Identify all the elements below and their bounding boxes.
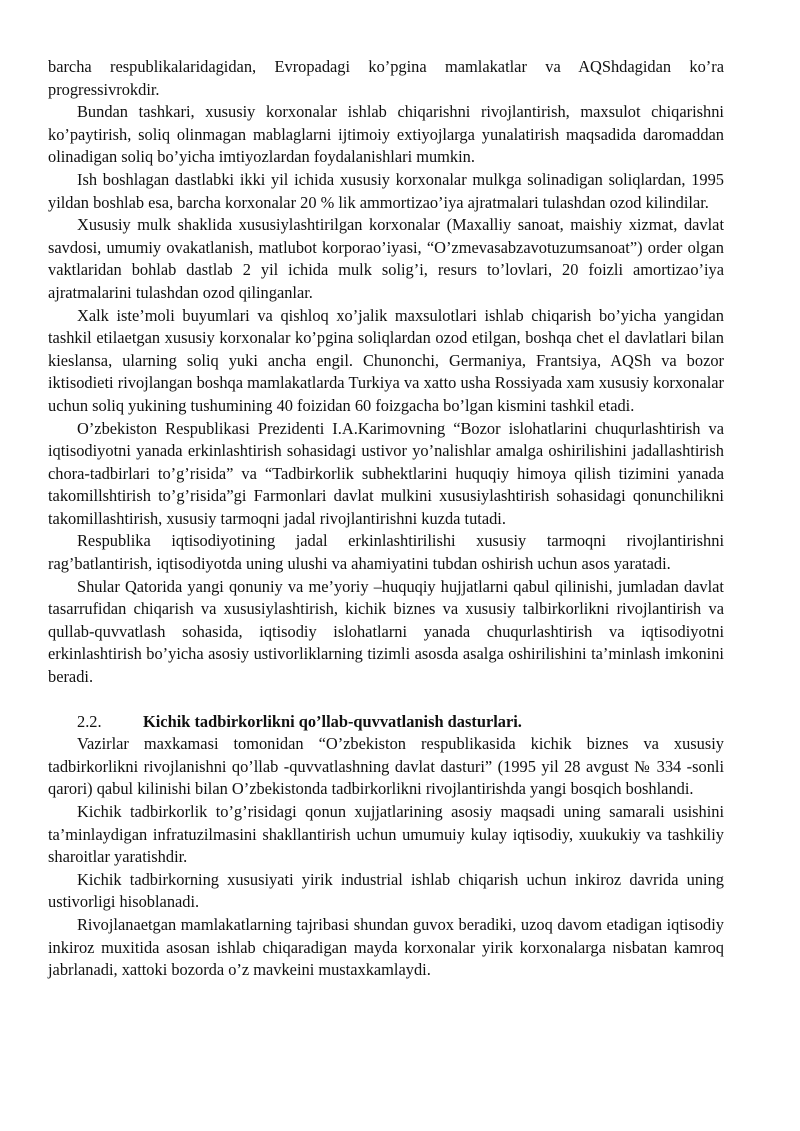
section-title: Kichik tadbirkorlikni qo’llab-quvvatlanish dasturlari. xyxy=(143,711,522,731)
paragraph: Xususiy mulk shaklida xususiylashtirilgan korxonalar (Maxalliy sanoat, maishiy xizmat, davlat savdosi, umumiy ovakatlanish, matlubot korporao’iyasi, “O’zmevasabzavotuzumsanoat”) order olgan vaktlaridan bohlab dastlab 2 yil ichida mulk solig’i, resurs to’lovlari, 20 foizli amortizao’iya ajratmalarini tulashdan ozod qilinganlar. xyxy=(48,215,724,302)
paragraph: Vazirlar maxkamasi tomonidan “O’zbekiston respublikasida kichik biznes va xususiy tadbirkorlikni rivojlanishni qo’llab -quvvatlashning davlat dasturi” (1995 yil 28 avgust № 334 -sonli qarori) qabul kilinishi bilan O’zbekistonda tadbirkorlikni rivojlantirishda yangi bosqich boshlandi. xyxy=(48,734,724,799)
paragraph: Bundan tashkari, xususiy korxonalar ishlab chiqarishni rivojlantirish, maxsulot chiqarishni ko’paytirish, soliq olinmagan mablaglarni ijtimoiy extiyojlarga yunalatirish maqsadida daromaddan olinadigan soliq bo’yicha imtiyozlardan foydalanishlari mumkin. xyxy=(48,102,724,167)
paragraph-continuation: barcha respublikalaridagidan, Evropadagi ko’pgina mamlakatlar va AQShdagidan ko’ra progressivrokdir. xyxy=(48,57,724,99)
paragraph: Xalk iste’moli buyumlari va qishloq xo’jalik maxsulotlari ishlab chiqarish bo’yicha yangidan tashkil etilaetgan xususiy korxonalar ko’pgina soliqlardan ozod etilgan, boshqa chet el davlatlari bilan kieslansa, ularning soliq yuki ancha engil. Chunonchi, Germaniya, Frantsiya, AQSh va bozor iktisodieti rivojlangan boshqa mamlakatlarda Turkiya va xatto usha Rossiyada xam xususiy korxonalar uchun soliq yukining tushumining 40 foizidan 60 foizgacha bo’lgan kismini tashkil etadi. xyxy=(48,305,724,415)
paragraph: Kichik tadbirkorning xususiyati yirik industrial ishlab chiqarish uchun inkiroz davrida uning ustivorligi hisoblanadi. xyxy=(48,869,724,912)
document-page xyxy=(48,56,724,982)
paragraph: Respublika iqtisodiyotining jadal erkinlashtirilishi xususiy tarmoqni rivojlantirishni rag’batlantirish, iqtisodiyotda uning ulushi va ahamiyatini tubdan oshirish uchun asos yaratadi. xyxy=(48,531,724,574)
paragraph: O’zbekiston Respublikasi Prezidenti I.A.Karimovning “Bozor islohatlarini chuqurlashtirish va iqtisodiyotni yanada erkinlashtirish sohasidagi ustivor yo’nalishlar amalga oshirilishini jadallashtirish chora-tadbirlari to’g’risida” va “Tadbirkorlik subhektlarini huquqiy himoya qilish tizimini yanada takomillshtirish to’g’risida”gi Farmonlari davlat mulkini xususiylashtirish sohasidagi qonunchilikni takomillashtirish, xususiy tarmoqni jadal rivojlantirishni kuzda tutadi. xyxy=(48,418,724,528)
section-number: 2.2. xyxy=(77,711,102,731)
paragraph: Shular Qatorida yangi qonuniy va me’yoriy –huquqiy hujjatlarni qabul qilinishi, jumladan davlat tasarrufidan chiqarish va xususiylashtirish, kichik biznes va xususiy talbirkorlikni rivojlantirish va qullab-quvvatlash sohasida, iqtisodiy islohatlarni yanada chuqurlashtirish va iqtisodiyotni erkinlashtirish bo’yicha asosiy ustivorliklarning tizimli asosda asalga oshirilishini ta’minlash imkonini beradi. xyxy=(48,576,724,687)
paragraph: Kichik tadbirkorlik to’g’risidagi qonun xujjatlarining asosiy maqsadi uning samarali usishini ta’minlaydigan infratuzilmasini shakllantirish uchun umumuiy kulay iqtisodiy, xuukukiy va tashkiliy sharoitlar yaratishdir. xyxy=(48,802,724,867)
paragraph: Rivojlanaetgan mamlakatlarning tajribasi shundan guvox beradiki, uzoq davom etadigan iqtisodiy inkiroz muxitida asosan ishlab chiqaradigan mayda korxonalar yirik korxonalarga nisbatan kamroq jabrlanadi, xattoki bozorda o’z mavkeini mustaxkamlaydi. xyxy=(48,914,724,980)
section-heading xyxy=(48,711,724,734)
paragraph: Ish boshlagan dastlabki ikki yil ichida xususiy korxonalar mulkga solinadigan soliqlardan, 1995 yildan boshlab esa, barcha korxonalar 20 % lik ammortizao’iya ajratmalari tulashdan ozod kilindilar. xyxy=(48,169,724,212)
section-spacer xyxy=(48,689,724,711)
